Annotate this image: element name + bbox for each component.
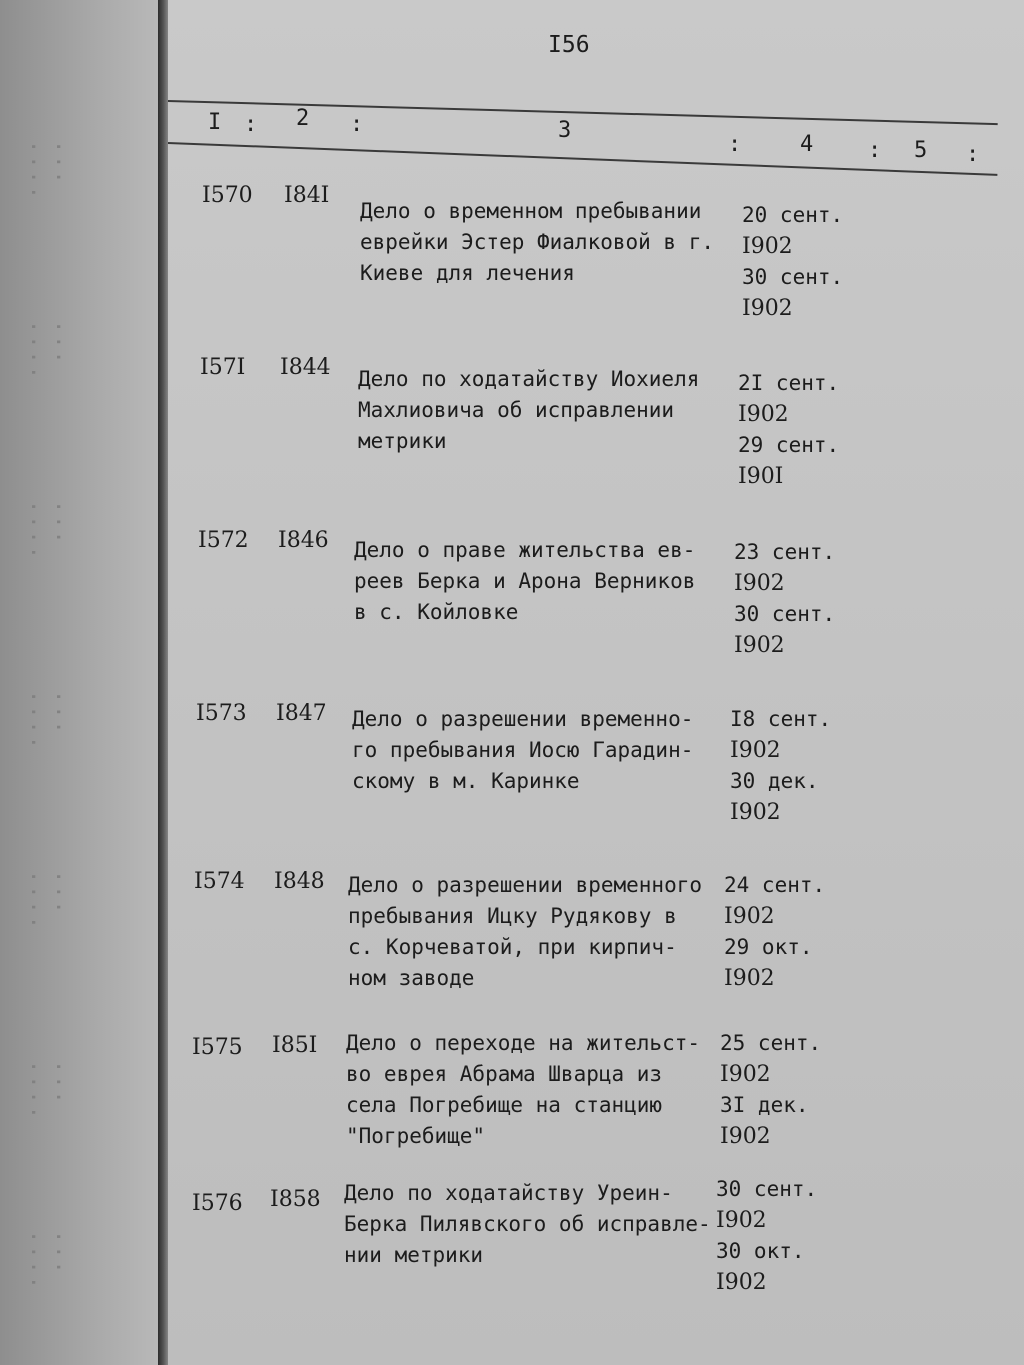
facing-page-bleed-mark: ··· ···· <box>20 1230 70 1291</box>
case-number: I85I <box>272 1033 318 1058</box>
case-title-line: нии метрики <box>344 1243 484 1267</box>
table-row <box>168 1028 1024 1188</box>
start-date: 20 сент. <box>742 203 844 227</box>
entry-number: I57I <box>200 355 246 380</box>
case-title-line: в с. Койловке <box>354 600 519 624</box>
entry-number: I575 <box>192 1035 243 1060</box>
header-sep-3: : <box>728 132 742 157</box>
facing-page-bleed-mark: ··· ···· <box>20 320 70 381</box>
case-title <box>352 704 693 797</box>
end-date: 30 сент. <box>742 265 844 289</box>
table-row <box>168 525 1024 685</box>
header-sep-5: : <box>966 142 980 167</box>
table-row <box>168 866 1024 1026</box>
header-col-2: 2 <box>296 106 310 131</box>
start-year: I902 <box>720 1062 771 1087</box>
end-date: 29 окт. <box>724 935 813 959</box>
start-year: I902 <box>734 571 785 596</box>
entry-number: I570 <box>202 183 253 208</box>
start-year: I902 <box>738 402 789 427</box>
case-title-line: Берка Пилявского об исправле- <box>344 1212 711 1236</box>
case-number: I847 <box>276 701 327 726</box>
start-date: I8 сент. <box>730 707 832 731</box>
case-title-line: Киеве для лечения <box>360 261 575 285</box>
case-title <box>358 364 699 457</box>
table-row <box>168 180 1024 340</box>
start-date: 25 сент. <box>720 1031 822 1055</box>
header-top-rule <box>168 100 998 125</box>
case-title <box>346 1028 700 1152</box>
case-dates <box>738 368 839 492</box>
table-row <box>168 1178 1024 1338</box>
end-date: 30 сент. <box>734 602 836 626</box>
end-year: I902 <box>742 296 793 321</box>
end-year: I902 <box>724 966 775 991</box>
case-dates <box>742 200 843 324</box>
facing-page-bleed-mark: ··· ···· <box>20 1060 70 1121</box>
case-title-line: во еврея Абрама Шварца из <box>346 1062 663 1086</box>
case-title-line: Дело по ходатайству Иохиеля <box>358 367 700 391</box>
case-number: I858 <box>270 1187 321 1212</box>
facing-page-bleed-mark: ··· ···· <box>20 870 70 931</box>
case-dates <box>724 870 825 994</box>
case-dates <box>734 537 835 661</box>
header-col-1: I <box>208 110 222 135</box>
entry-number: I573 <box>196 701 247 726</box>
end-year: I902 <box>720 1124 771 1149</box>
case-title-line: пребывания Ицку Рудякову в <box>348 904 677 928</box>
header-sep-1: : <box>244 112 258 137</box>
case-number: I844 <box>280 355 331 380</box>
case-title <box>354 535 695 628</box>
start-date: 24 сент. <box>724 873 826 897</box>
end-date: 30 окт. <box>716 1239 805 1263</box>
start-year: I902 <box>742 234 793 259</box>
case-title-line: ном заводе <box>348 966 475 990</box>
case-number: I848 <box>274 869 325 894</box>
entry-number: I574 <box>194 869 245 894</box>
header-col-5: 5 <box>914 138 928 163</box>
case-title-line: Дело о праве жительства ев- <box>354 538 696 562</box>
case-title-line: Махлиовича об исправлении <box>358 398 675 422</box>
page-number: I56 <box>548 32 590 58</box>
table-row <box>168 352 1024 512</box>
case-title-line: Дело по ходатайству Уреин- <box>344 1181 673 1205</box>
case-title-line: "Погребище" <box>346 1124 486 1148</box>
facing-page-bleed-mark: ··· ···· <box>20 500 70 561</box>
header-col-3: 3 <box>558 118 572 143</box>
facing-page-bleed-mark: ··· ···· <box>20 140 70 201</box>
header-sep-2: : <box>350 112 364 137</box>
end-year: I902 <box>730 800 781 825</box>
end-date: 29 сент. <box>738 433 840 457</box>
case-title-line: го пребывания Иосю Гарадин- <box>352 738 694 762</box>
case-title-line: Дело о разрешении временного <box>348 873 703 897</box>
facing-page-bleed-mark: ··· ···· <box>20 690 70 751</box>
table-row <box>168 698 1024 858</box>
entry-number: I576 <box>192 1191 243 1216</box>
case-title-line: села Погребище на станцию <box>346 1093 663 1117</box>
case-dates <box>730 704 831 828</box>
start-year: I902 <box>724 904 775 929</box>
case-title-line: Дело о разрешении временно- <box>352 707 694 731</box>
case-title-line: еврейки Эстер Фиалковой в г. <box>360 230 715 254</box>
header-col-4: 4 <box>800 132 814 157</box>
start-date: 23 сент. <box>734 540 836 564</box>
end-date: 3I дек. <box>720 1093 809 1117</box>
end-date: 30 дек. <box>730 769 819 793</box>
header-sep-4: : <box>868 138 882 163</box>
end-year: I90I <box>738 464 784 489</box>
case-dates <box>716 1174 817 1298</box>
start-year: I902 <box>716 1208 767 1233</box>
start-date: 2I сент. <box>738 371 840 395</box>
case-title <box>344 1178 711 1271</box>
case-number: I846 <box>278 528 329 553</box>
case-title <box>348 870 702 994</box>
case-title-line: Дело о переходе на жительст- <box>346 1031 701 1055</box>
case-title-line: метрики <box>358 429 447 453</box>
case-title-line: скому в м. Каринке <box>352 769 580 793</box>
facing-page <box>0 0 160 1365</box>
entry-number: I572 <box>198 528 249 553</box>
start-year: I902 <box>730 738 781 763</box>
case-title-line: Дело о временном пребывании <box>360 199 702 223</box>
end-year: I902 <box>716 1270 767 1295</box>
start-date: 30 сент. <box>716 1177 818 1201</box>
case-title <box>360 196 714 289</box>
case-title-line: реев Берка и Арона Верников <box>354 569 696 593</box>
case-title-line: с. Корчеватой, при кирпич- <box>348 935 677 959</box>
case-dates <box>720 1028 821 1152</box>
case-number: I84I <box>284 183 330 208</box>
document-page <box>168 0 1024 1365</box>
end-year: I902 <box>734 633 785 658</box>
